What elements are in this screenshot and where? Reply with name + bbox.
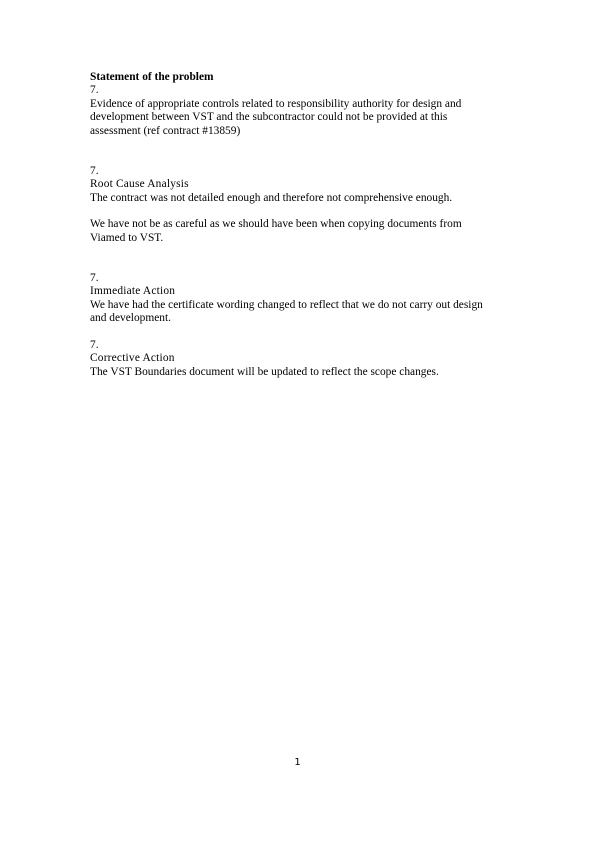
corrective-action-title: Corrective Action (90, 352, 175, 365)
corrective-action-section (90, 339, 515, 379)
immediate-action-text-line: and development. (90, 312, 171, 325)
statement-text-line: assessment (ref contract #13859) (90, 124, 241, 137)
root-cause-number: 7. (90, 165, 99, 178)
statement-text-line: development between VST and the subcontractor could not be provided at this (90, 111, 448, 124)
immediate-action-text-line: We have had the certificate wording changed to reflect that we do not carry out design (90, 298, 483, 311)
immediate-action-title: Immediate Action (90, 285, 176, 298)
statement-number: 7. (90, 84, 99, 97)
corrective-action-text: The VST Boundaries document will be updated to reflect the scope changes. (90, 365, 439, 378)
statement-section (90, 71, 515, 138)
immediate-action-section (90, 272, 515, 326)
page-number: 1 (294, 757, 301, 768)
root-cause-para2-line: Viamed to VST. (90, 231, 164, 244)
root-cause-title: Root Cause Analysis (90, 178, 189, 191)
immediate-action-number: 7. (90, 272, 99, 285)
document-body (90, 71, 515, 379)
root-cause-section (90, 165, 515, 245)
root-cause-para1: The contract was not detailed enough and therefore not comprehensive enough. (90, 191, 453, 204)
statement-heading: Statement of the problem (90, 71, 214, 83)
root-cause-para2-line: We have not be as careful as we should have been when copying documents from (90, 218, 462, 231)
corrective-action-number: 7. (90, 338, 99, 351)
statement-text-line: Evidence of appropriate controls related to responsibility authority for design and (90, 97, 462, 110)
